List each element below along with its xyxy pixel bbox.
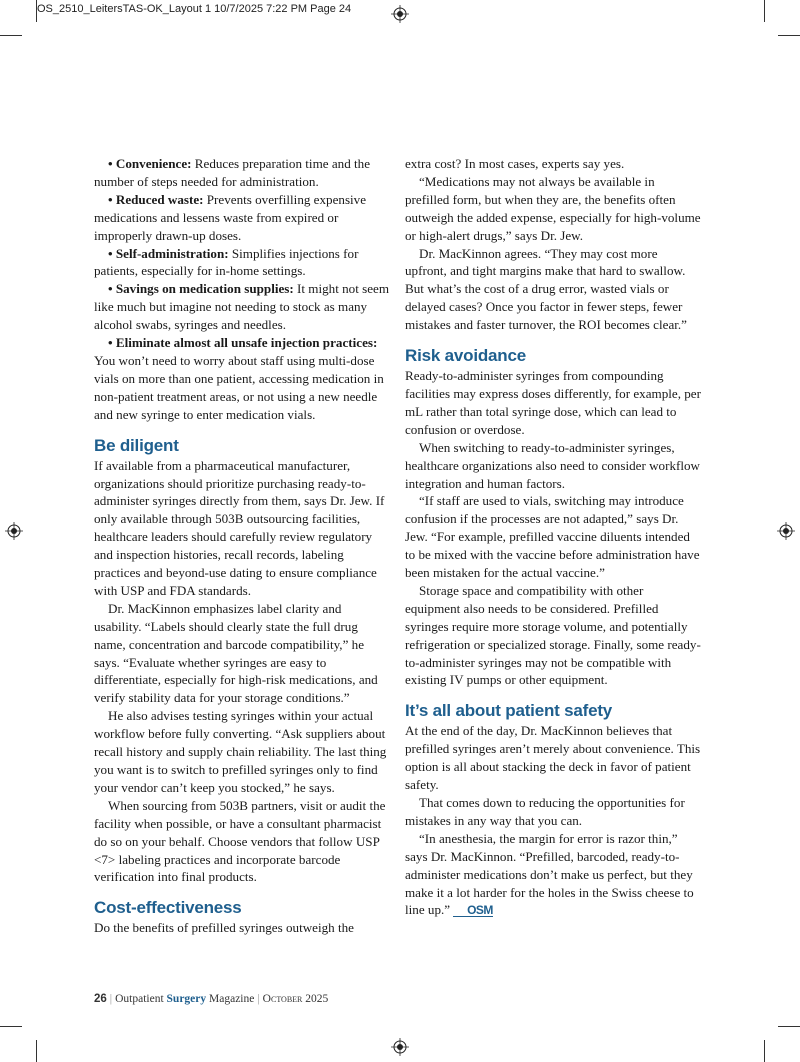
paragraph: “If staff are used to vials, switching may introduce confusion if the processes are not adapted,” says Dr. Jew. “For example, prefilled vaccine diluents intended to be mixed with the vaccine before administration have been mistaken for the actual vaccine.” <box>405 493 700 581</box>
paragraph: Storage space and compatibility with other equipment also needs to be considered. Prefilled syringes require more storage volume, and potentially refrigeration or specialized storage. Finally, some ready-to-administer syringes may not be compatible with existing IV pumps or other equipment. <box>405 582 701 688</box>
paragraph: When switching to ready-to-administer syringes, healthcare organizations also need to consider workflow integration and human factors. <box>405 439 700 491</box>
registration-mark-right <box>777 522 795 540</box>
paragraph: That comes down to reducing the opportunities for mistakes in any way that you can. <box>405 795 685 828</box>
crop-mark-bottom-left-h <box>0 1026 22 1027</box>
paragraph: Ready-to-administer syringes from compounding facilities may express doses differently, for example, per mL rather than total syringe dose, which can lead to confusion or overdose. <box>405 368 701 437</box>
heading-be-diligent: Be diligent <box>94 435 179 455</box>
magazine-prefix: Outpatient <box>115 993 167 1005</box>
paragraph: At the end of the day, Dr. MacKinnon believes that prefilled syringes aren’t merely about convenience. This option is all about stacking the deck in favor of patient safety. <box>405 723 701 793</box>
paragraph: “Medications may not always be available in prefilled form, but when they are, the benefits often outweigh the added expense, especially for high-volume or high-alert drugs,” says Dr. Jew. <box>405 173 701 243</box>
magazine-suffix: Magazine <box>206 993 255 1005</box>
paragraph: He also advises testing syringes within your actual workflow before fully converting. “Ask suppliers about recall history and supply chain reliability. The last thing you want is to switch to prefilled syringes only to find your vendor can’t keep you stocked,” he says. <box>94 708 387 795</box>
page-footer <box>94 993 328 1005</box>
crop-mark-top-right-v <box>764 0 765 22</box>
paragraph: Dr. MacKinnon emphasizes label clarity and usability. “Labels should clearly state the full drug name, concentration and barcode compatibility,” he says. “Evaluate whether syringes are easy to differentiate, especially for high-risk medications, and verify stability data for your storage conditions.” <box>94 600 378 706</box>
paragraph-continuation: extra cost? In most cases, experts say yes. <box>405 156 625 171</box>
paragraph: Do the benefits of prefilled syringes outweigh the <box>94 920 354 936</box>
footer-separator: | <box>257 993 260 1005</box>
left-column <box>94 155 390 937</box>
crop-mark-bottom-right-h <box>778 1026 800 1027</box>
paragraph: If available from a pharmaceutical manufacturer, organizations should prioritize purchasing ready-to-administer syringes directly from them, says Dr. Jew. If only available through 503B outsourcing facilities, healthcare leaders should carefully review regulatory and inspection histories, recall records, labeling practices and beyond-use dating to ensure compliance with USP and FDA standards. <box>94 457 385 598</box>
registration-mark-left <box>5 522 23 540</box>
magazine-bold: Surgery <box>166 993 207 1005</box>
crop-mark-top-left-h <box>0 35 22 36</box>
registration-mark-bottom <box>391 1038 409 1056</box>
page-number: 26 <box>94 993 107 1005</box>
crop-mark-top-left-v <box>36 0 37 22</box>
print-slug: OS_2510_LeitersTAS-OK_Layout 1 10/7/2025 7:22 PM Page 24 <box>37 3 352 15</box>
bullet-eliminate-unsafe: • Eliminate almost all unsafe injection practices: You won’t need to worry about staff using multi-dose vials on more than one patient, accessing medication in non-patient treatment areas, or not using a new needle and new syringe to enter medication vials. <box>94 335 384 422</box>
right-column <box>405 155 701 919</box>
osm-end-mark: OSM <box>453 905 493 917</box>
bullet-reduced-waste: • Reduced waste: Prevents overfilling expensive medications and lessens waste from expired or improperly drawn-up doses. <box>94 191 367 243</box>
footer-separator: | <box>109 993 113 1005</box>
crop-mark-top-right-h <box>778 35 800 36</box>
paragraph: Dr. MacKinnon agrees. “They may cost more upfront, and tight margins make that hard to swallow. But what’s the cost of a drug error, wasted vials or delayed cases? Once you factor in fewer steps, fewer mistakes and faster turnover, the ROI becomes clear.” <box>405 245 687 333</box>
bullet-self-administration: • Self-administration: Simplifies injections for patients, especially for in-home settings. <box>94 245 359 279</box>
heading-patient-safety: It’s all about patient safety <box>405 701 613 721</box>
crop-mark-bottom-right-v <box>764 1040 765 1062</box>
heading-risk-avoidance: Risk avoidance <box>405 346 526 366</box>
heading-cost-effectiveness: Cost-effectiveness <box>94 898 242 918</box>
bullet-savings: • Savings on medication supplies: It might not seem like much but imagine not needing to stock as many alcohol swabs, syringes and needles. <box>94 281 390 333</box>
bullet-convenience: • Convenience: Reduces preparation time and the number of steps needed for administration. <box>94 156 371 189</box>
crop-mark-bottom-left-v <box>36 1040 37 1062</box>
paragraph-final: “In anesthesia, the margin for error is razor thin,” says Dr. MacKinnon. “Prefilled, barcoded, ready-to-administer medications don’t make us perfect, but they make it a lot harder for the holes in the Swiss cheese to line up.” OSM <box>405 830 694 918</box>
issue-date: October 2025 <box>262 993 329 1005</box>
registration-mark-top <box>391 5 409 23</box>
paragraph: When sourcing from 503B partners, visit or audit the facility when possible, or have a consultant pharmacist do so on your behalf. Choose vendors that follow USP <7> labeling practices and incorporate barcode verification into final products. <box>94 797 386 885</box>
